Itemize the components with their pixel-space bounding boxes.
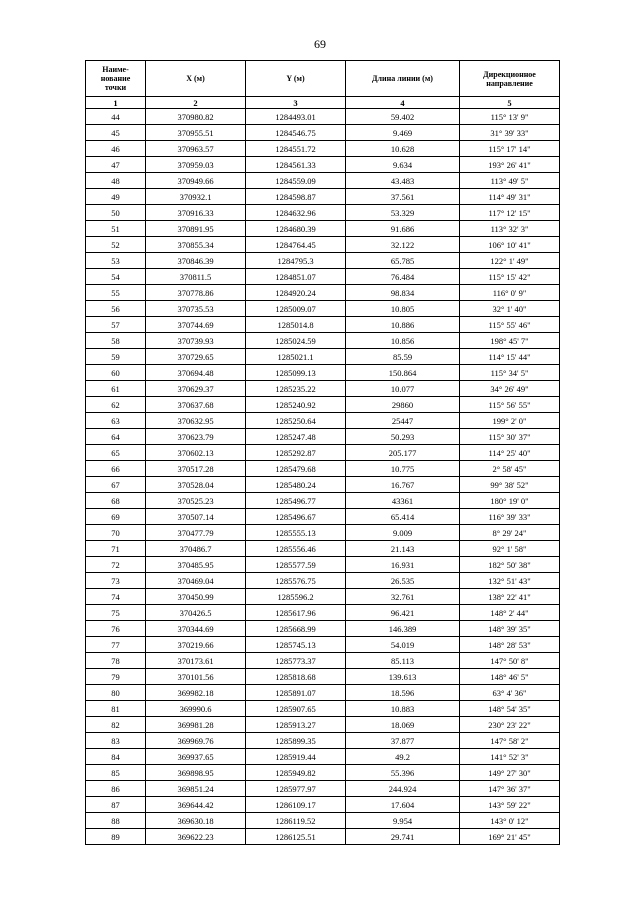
table-row — [86, 157, 560, 173]
cell-direction: 113° 49' 5" — [460, 173, 560, 189]
cell-y: 1284546.75 — [246, 125, 346, 141]
cell-point-name: 45 — [86, 125, 146, 141]
cell-point-name: 71 — [86, 541, 146, 557]
cell-point-name: 60 — [86, 365, 146, 381]
column-number: 5 — [460, 97, 560, 109]
cell-x: 370729.65 — [146, 349, 246, 365]
cell-y: 1286109.17 — [246, 797, 346, 813]
header-y: Y (м) — [246, 61, 346, 97]
cell-x: 370525.23 — [146, 493, 246, 509]
coordinates-table — [85, 60, 560, 845]
table-row — [86, 189, 560, 205]
table-row — [86, 669, 560, 685]
cell-line-length: 85.113 — [346, 653, 460, 669]
cell-x: 370980.82 — [146, 109, 246, 125]
cell-y: 1285099.13 — [246, 365, 346, 381]
cell-point-name: 50 — [86, 205, 146, 221]
cell-x: 369982.18 — [146, 685, 246, 701]
cell-y: 1285913.27 — [246, 717, 346, 733]
cell-line-length: 32.122 — [346, 237, 460, 253]
cell-line-length: 29860 — [346, 397, 460, 413]
cell-direction: 148° 46' 5" — [460, 669, 560, 685]
cell-y: 1284551.72 — [246, 141, 346, 157]
cell-x: 370477.79 — [146, 525, 246, 541]
cell-point-name: 80 — [86, 685, 146, 701]
cell-line-length: 98.834 — [346, 285, 460, 301]
cell-y: 1285024.59 — [246, 333, 346, 349]
cell-y: 1285479.68 — [246, 461, 346, 477]
cell-line-length: 91.686 — [346, 221, 460, 237]
cell-direction: 115° 30' 37" — [460, 429, 560, 445]
cell-point-name: 44 — [86, 109, 146, 125]
cell-x: 369937.65 — [146, 749, 246, 765]
cell-y: 1285235.22 — [246, 381, 346, 397]
cell-direction: 115° 55' 46" — [460, 317, 560, 333]
table-row — [86, 141, 560, 157]
cell-line-length: 17.604 — [346, 797, 460, 813]
cell-point-name: 52 — [86, 237, 146, 253]
table-row — [86, 109, 560, 125]
cell-y: 1285907.65 — [246, 701, 346, 717]
cell-direction: 148° 54' 35" — [460, 701, 560, 717]
cell-line-length: 32.761 — [346, 589, 460, 605]
cell-direction: 169° 21' 45" — [460, 829, 560, 845]
cell-y: 1285250.64 — [246, 413, 346, 429]
cell-direction: 149° 27' 30" — [460, 765, 560, 781]
cell-direction: 199° 2' 0" — [460, 413, 560, 429]
table-row — [86, 525, 560, 541]
cell-y: 1285977.97 — [246, 781, 346, 797]
cell-direction: 147° 50' 8" — [460, 653, 560, 669]
cell-x: 370426.5 — [146, 605, 246, 621]
cell-point-name: 57 — [86, 317, 146, 333]
cell-y: 1285919.44 — [246, 749, 346, 765]
cell-point-name: 68 — [86, 493, 146, 509]
cell-line-length: 59.402 — [346, 109, 460, 125]
cell-direction: 122° 1' 49" — [460, 253, 560, 269]
cell-x: 370632.95 — [146, 413, 246, 429]
header-x: X (м) — [146, 61, 246, 97]
cell-y: 1285577.59 — [246, 557, 346, 573]
cell-y: 1285496.67 — [246, 509, 346, 525]
cell-y: 1285745.13 — [246, 637, 346, 653]
cell-direction: 148° 28' 53" — [460, 637, 560, 653]
cell-x: 370469.04 — [146, 573, 246, 589]
table-row — [86, 781, 560, 797]
cell-point-name: 54 — [86, 269, 146, 285]
cell-point-name: 48 — [86, 173, 146, 189]
table-row — [86, 253, 560, 269]
cell-point-name: 73 — [86, 573, 146, 589]
cell-y: 1285240.92 — [246, 397, 346, 413]
cell-x: 369981.28 — [146, 717, 246, 733]
cell-x: 370507.14 — [146, 509, 246, 525]
cell-x: 369898.95 — [146, 765, 246, 781]
cell-y: 1285480.24 — [246, 477, 346, 493]
cell-direction: 99° 38' 52" — [460, 477, 560, 493]
table-row — [86, 717, 560, 733]
cell-point-name: 89 — [86, 829, 146, 845]
cell-line-length: 139.613 — [346, 669, 460, 685]
cell-y: 1285899.35 — [246, 733, 346, 749]
cell-y: 1284680.39 — [246, 221, 346, 237]
cell-line-length: 10.775 — [346, 461, 460, 477]
cell-x: 370963.57 — [146, 141, 246, 157]
table-row — [86, 397, 560, 413]
column-number: 1 — [86, 97, 146, 109]
cell-point-name: 58 — [86, 333, 146, 349]
table-row — [86, 301, 560, 317]
cell-line-length: 29.741 — [346, 829, 460, 845]
cell-y: 1285617.96 — [246, 605, 346, 621]
cell-point-name: 74 — [86, 589, 146, 605]
table-row — [86, 381, 560, 397]
column-number-row — [86, 97, 560, 109]
cell-x: 370173.61 — [146, 653, 246, 669]
cell-line-length: 9.469 — [346, 125, 460, 141]
table-row — [86, 317, 560, 333]
column-number: 2 — [146, 97, 246, 109]
cell-y: 1284920.24 — [246, 285, 346, 301]
cell-line-length: 16.931 — [346, 557, 460, 573]
cell-y: 1285021.1 — [246, 349, 346, 365]
cell-line-length: 10.886 — [346, 317, 460, 333]
cell-x: 370485.95 — [146, 557, 246, 573]
cell-y: 1285014.8 — [246, 317, 346, 333]
cell-direction: 147° 36' 37" — [460, 781, 560, 797]
cell-point-name: 75 — [86, 605, 146, 621]
cell-line-length: 96.421 — [346, 605, 460, 621]
table-row — [86, 429, 560, 445]
cell-line-length: 43.483 — [346, 173, 460, 189]
table-row — [86, 797, 560, 813]
cell-direction: 113° 32' 3" — [460, 221, 560, 237]
cell-direction: 115° 34' 5" — [460, 365, 560, 381]
cell-x: 369644.42 — [146, 797, 246, 813]
cell-line-length: 146.389 — [346, 621, 460, 637]
cell-point-name: 85 — [86, 765, 146, 781]
cell-x: 370694.48 — [146, 365, 246, 381]
cell-y: 1284764.45 — [246, 237, 346, 253]
header-point-name-text: Наиме- нование точки — [100, 65, 131, 92]
cell-point-name: 59 — [86, 349, 146, 365]
cell-x: 370744.69 — [146, 317, 246, 333]
cell-direction: 63° 4' 36" — [460, 685, 560, 701]
cell-direction: 132° 51' 43" — [460, 573, 560, 589]
cell-x: 370846.39 — [146, 253, 246, 269]
cell-point-name: 76 — [86, 621, 146, 637]
cell-direction: 115° 15' 42" — [460, 269, 560, 285]
cell-y: 1285555.13 — [246, 525, 346, 541]
table-row — [86, 621, 560, 637]
cell-point-name: 86 — [86, 781, 146, 797]
cell-direction: 148° 39' 35" — [460, 621, 560, 637]
cell-line-length: 50.293 — [346, 429, 460, 445]
cell-y: 1285668.99 — [246, 621, 346, 637]
cell-point-name: 69 — [86, 509, 146, 525]
cell-line-length: 10.628 — [346, 141, 460, 157]
column-number: 3 — [246, 97, 346, 109]
cell-direction: 114° 15' 44" — [460, 349, 560, 365]
cell-x: 370219.66 — [146, 637, 246, 653]
cell-x: 370778.86 — [146, 285, 246, 301]
cell-line-length: 10.883 — [346, 701, 460, 717]
table-row — [86, 413, 560, 429]
table-row — [86, 285, 560, 301]
cell-direction: 143° 0' 12" — [460, 813, 560, 829]
cell-direction: 115° 56' 55" — [460, 397, 560, 413]
cell-line-length: 9.634 — [346, 157, 460, 173]
header-direction — [460, 61, 560, 97]
cell-line-length: 65.785 — [346, 253, 460, 269]
cell-direction: 31° 39' 33" — [460, 125, 560, 141]
cell-point-name: 67 — [86, 477, 146, 493]
table-row — [86, 237, 560, 253]
cell-line-length: 65.414 — [346, 509, 460, 525]
table-row — [86, 605, 560, 621]
cell-x: 370517.28 — [146, 461, 246, 477]
cell-x: 370344.69 — [146, 621, 246, 637]
table-row — [86, 461, 560, 477]
cell-line-length: 37.561 — [346, 189, 460, 205]
cell-y: 1285949.82 — [246, 765, 346, 781]
cell-point-name: 65 — [86, 445, 146, 461]
cell-line-length: 49.2 — [346, 749, 460, 765]
table-row — [86, 653, 560, 669]
cell-y: 1286125.51 — [246, 829, 346, 845]
cell-direction: 182° 50' 38" — [460, 557, 560, 573]
table-row — [86, 349, 560, 365]
cell-x: 370955.51 — [146, 125, 246, 141]
cell-y: 1284598.87 — [246, 189, 346, 205]
cell-direction: 143° 59' 22" — [460, 797, 560, 813]
cell-y: 1285009.07 — [246, 301, 346, 317]
cell-direction: 92° 1' 58" — [460, 541, 560, 557]
cell-y: 1285818.68 — [246, 669, 346, 685]
cell-line-length: 16.767 — [346, 477, 460, 493]
table-row — [86, 493, 560, 509]
cell-line-length: 18.596 — [346, 685, 460, 701]
cell-line-length: 205.177 — [346, 445, 460, 461]
cell-y: 1284851.07 — [246, 269, 346, 285]
cell-direction: 115° 17' 14" — [460, 141, 560, 157]
cell-line-length: 9.009 — [346, 525, 460, 541]
cell-y: 1285596.2 — [246, 589, 346, 605]
cell-line-length: 54.019 — [346, 637, 460, 653]
cell-direction: 198° 45' 7" — [460, 333, 560, 349]
cell-direction: 32° 1' 40" — [460, 301, 560, 317]
table-row — [86, 205, 560, 221]
table-row — [86, 477, 560, 493]
cell-direction: 180° 19' 0" — [460, 493, 560, 509]
table-row — [86, 573, 560, 589]
cell-y: 1284561.33 — [246, 157, 346, 173]
table-row — [86, 685, 560, 701]
cell-point-name: 83 — [86, 733, 146, 749]
cell-direction: 116° 0' 9" — [460, 285, 560, 301]
cell-x: 370811.5 — [146, 269, 246, 285]
cell-line-length: 53.329 — [346, 205, 460, 221]
cell-line-length: 18.069 — [346, 717, 460, 733]
table-row — [86, 765, 560, 781]
cell-line-length: 21.143 — [346, 541, 460, 557]
cell-line-length: 10.856 — [346, 333, 460, 349]
cell-x: 369851.24 — [146, 781, 246, 797]
cell-direction: 230° 23' 22" — [460, 717, 560, 733]
table-row — [86, 733, 560, 749]
table-row — [86, 445, 560, 461]
cell-y: 1286119.52 — [246, 813, 346, 829]
cell-point-name: 88 — [86, 813, 146, 829]
cell-point-name: 66 — [86, 461, 146, 477]
cell-point-name: 51 — [86, 221, 146, 237]
cell-direction: 147° 58' 2" — [460, 733, 560, 749]
cell-y: 1285576.75 — [246, 573, 346, 589]
cell-x: 369969.76 — [146, 733, 246, 749]
table-row — [86, 813, 560, 829]
cell-line-length: 37.877 — [346, 733, 460, 749]
column-number: 4 — [346, 97, 460, 109]
cell-y: 1284795.3 — [246, 253, 346, 269]
cell-line-length: 43361 — [346, 493, 460, 509]
cell-y: 1285556.46 — [246, 541, 346, 557]
cell-x: 370855.34 — [146, 237, 246, 253]
cell-y: 1285247.48 — [246, 429, 346, 445]
cell-y: 1285292.87 — [246, 445, 346, 461]
cell-x: 370735.53 — [146, 301, 246, 317]
header-direction-text: Дирекционное направление — [483, 69, 536, 88]
page-number: 69 — [314, 37, 326, 51]
table-row — [86, 541, 560, 557]
cell-point-name: 62 — [86, 397, 146, 413]
header-line-length: Длина линии (м) — [346, 61, 460, 97]
cell-x: 370949.66 — [146, 173, 246, 189]
cell-direction: 116° 39' 33" — [460, 509, 560, 525]
cell-y: 1285773.37 — [246, 653, 346, 669]
cell-x: 369630.18 — [146, 813, 246, 829]
cell-point-name: 61 — [86, 381, 146, 397]
cell-direction: 117° 12' 15" — [460, 205, 560, 221]
cell-point-name: 55 — [86, 285, 146, 301]
cell-line-length: 85.59 — [346, 349, 460, 365]
cell-line-length: 10.805 — [346, 301, 460, 317]
cell-x: 370450.99 — [146, 589, 246, 605]
cell-point-name: 79 — [86, 669, 146, 685]
cell-direction: 8° 29' 24" — [460, 525, 560, 541]
cell-point-name: 49 — [86, 189, 146, 205]
cell-x: 370528.04 — [146, 477, 246, 493]
cell-x: 370891.95 — [146, 221, 246, 237]
cell-line-length: 25447 — [346, 413, 460, 429]
table-body — [86, 109, 560, 845]
cell-direction: 34° 26' 49" — [460, 381, 560, 397]
cell-y: 1284493.01 — [246, 109, 346, 125]
cell-point-name: 56 — [86, 301, 146, 317]
table-row — [86, 333, 560, 349]
table-row — [86, 269, 560, 285]
cell-x: 370932.1 — [146, 189, 246, 205]
cell-direction: 106° 10' 41" — [460, 237, 560, 253]
cell-point-name: 70 — [86, 525, 146, 541]
header-point-name — [86, 61, 146, 97]
cell-line-length: 244.924 — [346, 781, 460, 797]
cell-x: 370916.33 — [146, 205, 246, 221]
cell-direction: 115° 13' 9" — [460, 109, 560, 125]
cell-line-length: 26.535 — [346, 573, 460, 589]
cell-point-name: 82 — [86, 717, 146, 733]
table-row — [86, 637, 560, 653]
cell-line-length: 150.864 — [346, 365, 460, 381]
table-row — [86, 589, 560, 605]
cell-x: 370486.7 — [146, 541, 246, 557]
cell-point-name: 47 — [86, 157, 146, 173]
cell-x: 369622.23 — [146, 829, 246, 845]
cell-direction: 138° 22' 41" — [460, 589, 560, 605]
cell-line-length: 76.484 — [346, 269, 460, 285]
cell-direction: 148° 2' 44" — [460, 605, 560, 621]
cell-y: 1284632.96 — [246, 205, 346, 221]
cell-point-name: 63 — [86, 413, 146, 429]
cell-x: 370629.37 — [146, 381, 246, 397]
cell-line-length: 55.396 — [346, 765, 460, 781]
cell-x: 370739.93 — [146, 333, 246, 349]
table-row — [86, 829, 560, 845]
cell-direction: 193° 26' 41" — [460, 157, 560, 173]
cell-point-name: 77 — [86, 637, 146, 653]
table-row — [86, 749, 560, 765]
table-row — [86, 173, 560, 189]
table-row — [86, 365, 560, 381]
table-row — [86, 221, 560, 237]
cell-point-name: 46 — [86, 141, 146, 157]
header-row — [86, 61, 560, 97]
table-row — [86, 509, 560, 525]
cell-y: 1285891.07 — [246, 685, 346, 701]
table-row — [86, 557, 560, 573]
cell-point-name: 84 — [86, 749, 146, 765]
cell-x: 370602.13 — [146, 445, 246, 461]
cell-line-length: 9.954 — [346, 813, 460, 829]
cell-x: 370959.03 — [146, 157, 246, 173]
cell-point-name: 72 — [86, 557, 146, 573]
cell-point-name: 53 — [86, 253, 146, 269]
cell-point-name: 87 — [86, 797, 146, 813]
cell-x: 369990.6 — [146, 701, 246, 717]
cell-point-name: 64 — [86, 429, 146, 445]
table-row — [86, 125, 560, 141]
table-row — [86, 701, 560, 717]
cell-line-length: 10.077 — [346, 381, 460, 397]
cell-direction: 2° 58' 45" — [460, 461, 560, 477]
cell-y: 1284559.09 — [246, 173, 346, 189]
cell-y: 1285496.77 — [246, 493, 346, 509]
cell-direction: 141° 52' 3" — [460, 749, 560, 765]
cell-x: 370637.68 — [146, 397, 246, 413]
cell-direction: 114° 49' 31" — [460, 189, 560, 205]
cell-x: 370101.56 — [146, 669, 246, 685]
cell-x: 370623.79 — [146, 429, 246, 445]
cell-direction: 114° 25' 40" — [460, 445, 560, 461]
cell-point-name: 81 — [86, 701, 146, 717]
cell-point-name: 78 — [86, 653, 146, 669]
